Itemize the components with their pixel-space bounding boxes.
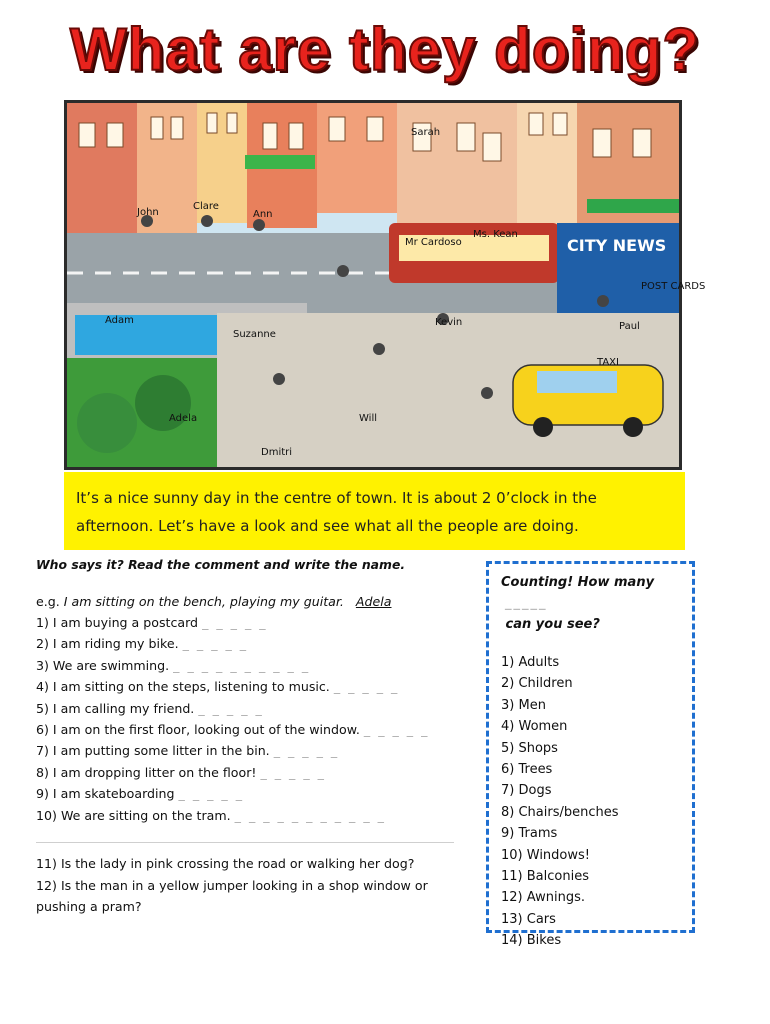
example-answer: Adela xyxy=(355,594,392,609)
counting-item: 14) Bikes xyxy=(501,933,562,949)
counting-item: 4) Women xyxy=(501,719,568,735)
scene-label: Adam xyxy=(105,315,134,326)
counting-item: 9) Trams xyxy=(501,826,558,842)
question-item: 7) I am putting some litter in the bin. _ _ _ _ _ xyxy=(36,743,340,759)
scene-label: POST CARDS xyxy=(641,281,706,292)
scene-label: Kevin xyxy=(435,317,463,328)
counting-item: 13) Cars xyxy=(501,911,556,927)
extra-question: 12) Is the man in a yellow jumper looking in a shop window or pushing a pram? xyxy=(36,877,428,915)
scene-label: Paul xyxy=(619,321,640,332)
answer-blank[interactable]: _ _ _ _ _ xyxy=(333,679,400,695)
answer-blank[interactable]: _ _ _ _ _ xyxy=(260,764,326,780)
scene-label: Sarah xyxy=(411,127,441,138)
counting-item: 12) Awnings. xyxy=(501,890,585,906)
answer-blank[interactable]: _ _ _ _ _ xyxy=(182,636,249,652)
question-item: 6) I am on the first floor, looking out of the window. _ _ _ _ _ xyxy=(36,722,430,738)
question-item: 4) I am sitting on the steps, listening to music. _ _ _ _ _ xyxy=(36,679,400,695)
question-item: 10) We are sitting on the tram. _ _ _ _ _ _ _ _ _ _ _ xyxy=(36,807,386,823)
section-heading: Who says it? Read the comment and write the name. xyxy=(36,557,406,572)
scene-label: Adela xyxy=(169,413,198,424)
svg-text:CITY NEWS: CITY NEWS xyxy=(567,236,667,255)
counting-item: 3) Men xyxy=(501,697,546,713)
scene-label: Suzanne xyxy=(233,329,276,340)
intro-text: It’s a nice sunny day in the centre of town. It is about 2 0’clock in the afternoon. Let’s have a look and see what all the people are doing. xyxy=(64,472,685,550)
question-item: 1) I am buying a postcard _ _ _ _ _ xyxy=(36,615,268,630)
counting-item: 7) Dogs xyxy=(501,783,552,799)
counting-list xyxy=(501,652,682,952)
counting-item: 8) Chairs/benches xyxy=(501,804,619,820)
counting-item: 10) Windows! xyxy=(501,847,590,863)
answer-blank[interactable]: _ _ _ _ _ xyxy=(273,743,340,759)
answer-blank[interactable]: _ _ _ _ _ xyxy=(363,722,430,738)
counting-heading: Counting! How many _____ can you see? xyxy=(501,575,655,632)
scene-label: John xyxy=(137,207,159,218)
worksheet-title: What are they doing? xyxy=(69,16,701,83)
scene-label: Clare xyxy=(193,201,219,212)
scene-label: Will xyxy=(359,413,378,424)
counting-item: 2) Children xyxy=(501,676,573,692)
scene-label: Ann xyxy=(253,209,273,220)
question-item: 5) I am calling my friend. _ _ _ _ _ xyxy=(36,700,264,716)
question-item: 9) I am skateboarding _ _ _ _ _ xyxy=(36,786,245,802)
scene-label: Dmitri xyxy=(261,447,293,458)
extra-question: 11) Is the lady in pink crossing the road or walking her dog? xyxy=(36,856,415,872)
question-item: 3) We are swimming. _ _ _ _ _ _ _ _ _ _ xyxy=(36,657,311,673)
scene-label: TAXI xyxy=(597,357,619,368)
answer-blank[interactable]: _ _ _ _ _ xyxy=(178,786,245,802)
town-scene-illustration xyxy=(64,100,706,470)
counting-item: 6) Trees xyxy=(501,762,553,778)
answer-blank[interactable]: _ _ _ _ _ xyxy=(202,615,268,630)
answer-blank[interactable]: _ _ _ _ _ _ _ _ _ _ xyxy=(173,657,311,673)
example-text: I am sitting on the bench, playing my guitar. xyxy=(63,594,344,609)
example-line: e.g. I am sitting on the bench, playing my guitar. Adela xyxy=(36,594,392,609)
answer-blank[interactable]: _ _ _ _ _ _ _ _ _ _ _ xyxy=(234,807,386,823)
scene-label: Ms. Kean xyxy=(473,229,518,240)
question-item: 8) I am dropping litter on the floor! _ _ _ _ _ xyxy=(36,764,326,780)
who-says-it-section xyxy=(36,556,476,918)
answer-blank[interactable]: _ _ _ _ _ xyxy=(198,700,264,716)
divider xyxy=(36,842,454,843)
counting-item: 11) Balconies xyxy=(501,869,589,885)
question-item: 2) I am riding my bike. _ _ _ _ _ xyxy=(36,636,249,652)
counting-item: 5) Shops xyxy=(501,740,558,756)
counting-box xyxy=(486,561,695,949)
question-list xyxy=(36,612,476,826)
counting-item: 1) Adults xyxy=(501,655,560,670)
scene-label: Mr Cardoso xyxy=(405,237,462,248)
